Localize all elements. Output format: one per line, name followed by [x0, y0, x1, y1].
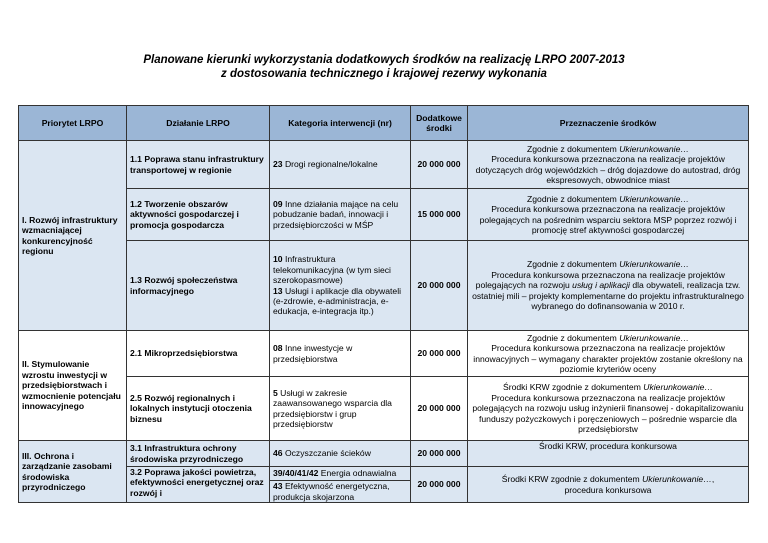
action-cell: 3.2 Poprawa jakości powietrza, efektywności energetycznej oraz rozwój i: [127, 467, 270, 503]
purpose-comma: ,: [711, 474, 715, 485]
purpose-cell: Środki KRW, procedura konkursowa: [468, 441, 749, 467]
category-code: 43: [273, 481, 283, 492]
category-code: 39/40/41/42: [273, 468, 319, 479]
purpose-doc: Ukierunkowanie…: [619, 259, 689, 270]
category-cell: [270, 189, 411, 241]
header-kategoria: Kategoria interwencji (nr): [270, 106, 411, 141]
table-row: [19, 141, 749, 189]
header-dzialanie: Działanie LRPO: [127, 106, 270, 141]
purpose-prefix: Zgodnie z dokumentem: [527, 259, 620, 270]
category-cell: [270, 377, 411, 441]
category-text: Inne działania mające na celu pobudzanie badań, innowacji i przedsiębiorczości w MŚP: [273, 198, 399, 230]
header-dodatkowe: Dodatkowe środki: [411, 106, 468, 141]
purpose-doc: Ukierunkowanie…: [643, 382, 714, 393]
priority-cell-3: III. Ochrona i zarządzanie zasobami środowiska przyrodniczego: [19, 441, 127, 503]
purpose-emph: usług i aplikacji: [572, 280, 630, 291]
category-code: 13: [273, 285, 283, 296]
category-cell: [270, 141, 411, 189]
category-text: Infrastruktura telekomunikacyjna (w tym sieci szerokopasmowe): [273, 254, 391, 286]
priority-cell-1: I. Rozwój infrastruktury wzmacniającej konkurencyjność regionu: [19, 141, 127, 331]
amount-cell: 20 000 000: [411, 141, 468, 189]
table-row: [19, 331, 749, 377]
category-code: 10: [273, 254, 283, 265]
amount-cell: 20 000 000: [411, 377, 468, 441]
purpose-cell: [468, 467, 749, 503]
category-cell: [270, 481, 411, 503]
purpose-text: Procedura konkursowa przeznaczona na realizacje projektów polegających na rozwoju: [475, 269, 725, 291]
purpose-doc: Ukierunkowanie…: [619, 332, 689, 343]
action-cell: 3.1 Infrastruktura ochrony środowiska przyrodniczego: [127, 441, 270, 467]
category-text: Inne inwestycje w przedsiębiorstwa: [273, 343, 353, 364]
action-cell: 2.1 Mikroprzedsiębiorstwa: [127, 331, 270, 377]
category-text: Efektywność energetyczna, produkcja skojarzona: [273, 481, 390, 502]
category-text: Usługi w zakresie zaawansowanego wsparcia dla przedsiębiorstw i grup przedsiębiorstw: [273, 387, 392, 429]
category-code: 5: [273, 387, 278, 398]
amount-cell: 20 000 000: [411, 241, 468, 331]
action-cell: 1.2 Tworzenie obszarów aktywności gospodarczej i promocja gospodarcza: [127, 189, 270, 241]
purpose-text: Procedura konkursowa przeznaczona na realizacje projektów polegających na pośrednim wsparciu sektora MSP poprzez rozwój i promocję stref aktywności gospodarczej: [479, 204, 737, 235]
purpose-doc: Ukierunkowanie…: [619, 193, 689, 204]
category-code: 09: [273, 198, 283, 209]
category-text: Oczyszczanie ścieków: [282, 448, 371, 459]
amount-cell: 20 000 000: [411, 467, 468, 503]
purpose-text: Procedura konkursowa przeznaczona na realizacje projektów polegających na rozwoju usług inżynierii finansowej - dokapitalizowaniu funduszy pożyczkowych i poręczeniowych – pośrednie wsparcie dla przedsiębiorstw: [472, 392, 744, 435]
table-header-row: [19, 106, 749, 141]
purpose-text: procedura konkursowa: [564, 484, 652, 495]
category-cell: [270, 241, 411, 331]
category-cell: [270, 441, 411, 467]
amount-cell: 20 000 000: [411, 441, 468, 467]
purpose-doc: Ukierunkowanie…: [642, 474, 712, 485]
purpose-cell: [468, 189, 749, 241]
table-row: [19, 441, 749, 467]
category-code: 23: [273, 159, 283, 170]
table-row: [19, 189, 749, 241]
purpose-prefix: Środki KRW zgodnie z dokumentem: [502, 382, 644, 393]
purpose-cell: [468, 241, 749, 331]
category-cell: [270, 331, 411, 377]
category-code: 08: [273, 343, 283, 354]
table-row: [19, 467, 749, 481]
purpose-doc: Ukierunkowanie…: [619, 143, 689, 154]
action-cell: 1.1 Poprawa stanu infrastruktury transportowej w regionie: [127, 141, 270, 189]
header-priorytet: Priorytet LRPO: [19, 106, 127, 141]
purpose-cell: [468, 331, 749, 377]
header-przeznaczenie: Przeznaczenie środków: [468, 106, 749, 141]
purpose-text: dla obywateli, realizacja tzw. ostatniej mili – projekty komplementarne do projektu infrastrukturalnego wybranego do dofinansowania w 2010 r.: [472, 280, 744, 312]
purpose-text: Procedura konkursowa przeznaczona na realizacje projektów dotyczących dróg wojewódzkich – dróg dojazdowe do autostrad, dróg ekspresowych, obwodnice miast: [475, 154, 741, 185]
purpose-prefix: Zgodnie z dokumentem: [527, 193, 620, 204]
purpose-text: Procedura konkursowa przeznaczona na realizacje projektów innowacyjnych – wymagany charakter projektów zostanie określony na poziomie kryteriów oceny: [473, 343, 743, 374]
priority-cell-2: II. Stymulowanie wzrostu inwestycji w przedsiębiorstwach i wzmocnienie potencjału innowacyjnego: [19, 331, 127, 441]
allocation-table: [18, 105, 749, 503]
category-code: 46: [273, 448, 283, 459]
purpose-prefix: Środki KRW zgodnie z dokumentem: [501, 474, 643, 485]
amount-cell: 20 000 000: [411, 331, 468, 377]
amount-cell: 15 000 000: [411, 189, 468, 241]
category-cell: [270, 467, 411, 481]
purpose-cell: [468, 141, 749, 189]
category-text: Usługi i aplikacje dla obywateli (e-zdrowie, e-administracja, e-edukacja, e-integracja itp.): [273, 285, 402, 317]
category-text: Drogi regionalne/lokalne: [282, 159, 378, 170]
action-cell: 1.3 Rozwój społeczeństwa informacyjnego: [127, 241, 270, 331]
purpose-prefix: Zgodnie z dokumentem: [527, 143, 620, 154]
document-title-line2: z dostosowania technicznego i krajowej rezerwy wykonania: [221, 68, 547, 80]
action-cell: 2.5 Rozwój regionalnych i lokalnych instytucji otoczenia biznesu: [127, 377, 270, 441]
purpose-prefix: Zgodnie z dokumentem: [527, 332, 620, 343]
table-row: [19, 241, 749, 331]
document-title-line1: Planowane kierunki wykorzystania dodatkowych środków na realizację LRPO 2007-2013: [143, 54, 625, 66]
purpose-cell: [468, 377, 749, 441]
table-row: [19, 377, 749, 441]
category-text: Energia odnawialna: [318, 468, 397, 479]
